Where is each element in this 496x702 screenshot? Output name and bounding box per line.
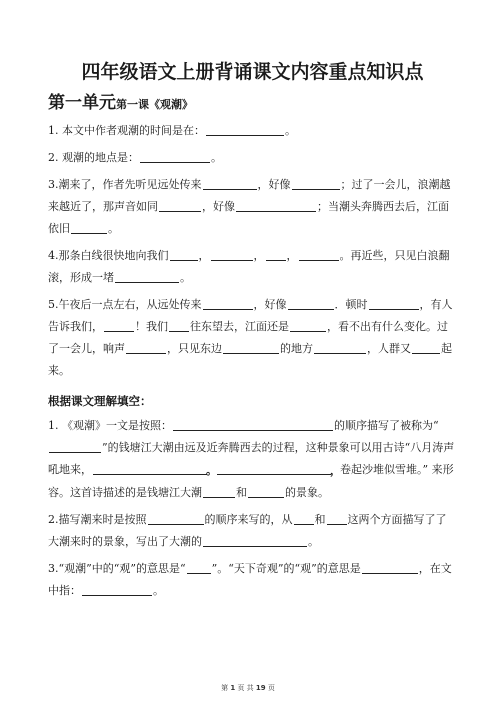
answer-blank[interactable] [211,248,253,261]
answer-blank[interactable] [369,297,419,310]
answer-blank[interactable] [292,177,340,190]
answer-blank[interactable] [148,512,204,525]
unit-heading: 第一单元 [48,93,116,113]
answer-blank[interactable] [140,150,210,163]
answer-blank[interactable] [203,485,235,498]
answer-blank[interactable] [288,297,334,310]
answer-blank[interactable] [217,462,331,475]
answer-blank[interactable] [71,221,107,234]
section-heading: 根据课文理解填空： [48,394,152,408]
answer-blank[interactable] [290,319,326,332]
answer-blank[interactable] [362,561,418,574]
answer-blank[interactable] [412,341,440,354]
answer-blank[interactable] [159,199,201,212]
answer-blank[interactable] [104,319,134,332]
answer-blank[interactable] [115,270,179,283]
document-title: 四年级语文上册背诵课文内容重点知识点 [81,61,424,83]
question-5: 5.午夜后一点左右，从远处传来 ，好像 ．顿时 ，有人告诉我们， ！我们 往东望去，江面还是 ，看不出有什么变化。过了一会儿，响声 ，只见东边 的地方 ，人群又 起来。 [48,298,453,377]
question-3: 3.潮来了，作者先听见远处传来 ，好像 ；过了一会儿，浪潮越来越近了，那声音如同 ，好像 ；当潮头奔腾西去后，江面依旧 。 [48,178,451,235]
answer-blank[interactable] [203,297,253,310]
answer-blank[interactable] [187,561,211,574]
section-question-3: 3.“观潮”中的“观”的意思是“ ”。“天下奇观”的“观”的意思是 ，在文中指： 。 [48,562,452,597]
answer-blank[interactable] [236,199,316,212]
answer-blank[interactable] [223,341,279,354]
answer-blank[interactable] [93,462,207,475]
question-1: 1. 本文中作者观潮的时间是在： 。 [48,124,296,137]
answer-blank[interactable] [203,177,257,190]
question-2: 2. 观潮的地点是： 。 [48,151,222,164]
answer-blank[interactable] [203,534,307,547]
answer-blank[interactable] [126,341,166,354]
answer-blank[interactable] [49,440,101,453]
answer-blank[interactable] [314,341,366,354]
question-4: 4.那条白线很快地向我们 ， ， ， 。再近些，只见白浪翻滚，形成一堵 。 [48,249,450,284]
answer-blank[interactable] [173,418,333,431]
section-question-1: 1. 《观潮》一文是按照： 的顺序描写了被称为“”的钱塘江大潮由远及近奔腾西去的过程，这种景象可以用古诗“八月涛声吼地来， 。 ，卷起沙堆似雪堆。” 来形容。这首诗描述的是钱塘江大潮 和 的景象。 [48,419,455,499]
answer-blank[interactable] [299,248,339,261]
answer-blank[interactable] [169,319,189,332]
lesson-heading: 第一课《观潮》 [116,98,193,111]
comma-mark: ， [330,464,341,477]
page-total: 19 [255,684,266,692]
answer-blank[interactable] [206,123,284,136]
answer-blank[interactable] [248,485,284,498]
answer-blank[interactable] [327,512,347,525]
page-footer: 第 1 页 共 19 页 [221,684,275,692]
section-question-2: 2.描写潮来时是按照 的顺序来写的，从 和 这两个方面描写了了大潮来时的景象，写出了大潮的 。 [48,513,447,548]
page-number: 1 [230,684,236,692]
period-mark: 。 [206,464,217,477]
unit-line [48,88,457,114]
answer-blank[interactable] [266,248,286,261]
answer-blank[interactable] [170,248,198,261]
answer-blank[interactable] [82,583,152,596]
answer-blank[interactable] [294,512,314,525]
